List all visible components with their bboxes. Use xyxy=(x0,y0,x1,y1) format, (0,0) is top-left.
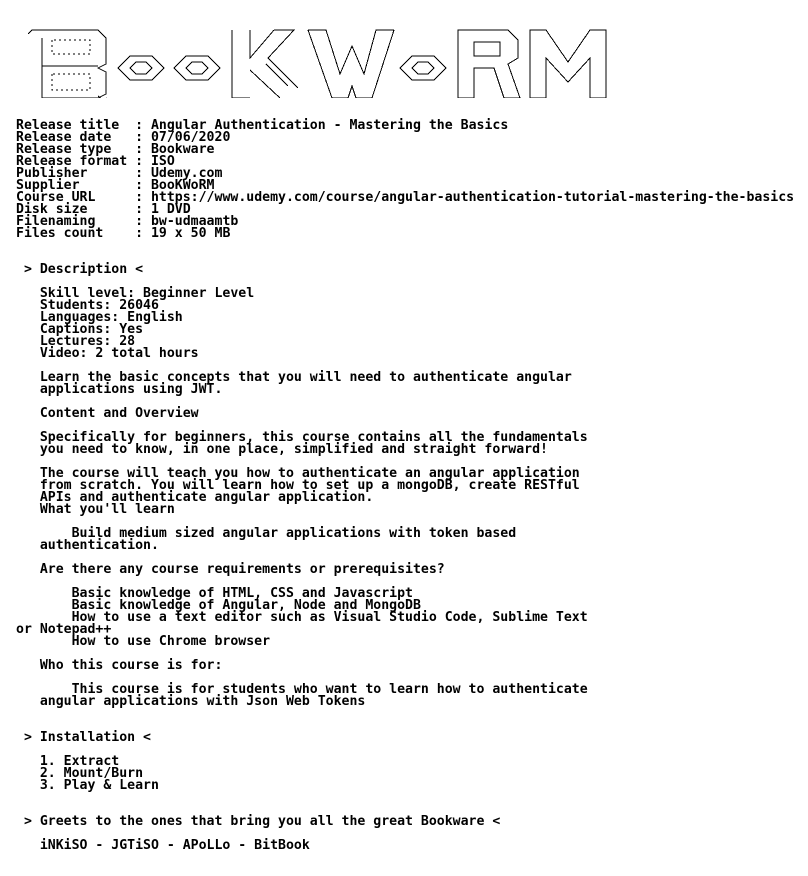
description-heading: > Description < xyxy=(16,262,144,277)
release-field-type: Release type : Bookware xyxy=(16,142,215,157)
release-field-filenaming: Filenaming : bw-udmaamtb xyxy=(16,214,239,229)
audience-item: This course is for students who want to learn how to authenticate xyxy=(16,682,588,697)
release-field-format: Release format : ISO xyxy=(16,154,175,169)
stat-skill-level: Skill level: Beginner Level xyxy=(16,286,255,301)
stat-languages: Languages: English xyxy=(16,310,183,325)
release-field-course-url: Course URL : https://www.udemy.com/course/angular-authentication-tutorial-mastering-the-basics xyxy=(16,190,795,205)
stat-students: Students: 26046 xyxy=(16,298,159,313)
install-step: 3. Play & Learn xyxy=(16,778,159,793)
audience-item: angular applications with Json Web Tokens xyxy=(16,694,366,709)
greets-heading: > Greets to the ones that bring you all the great Bookware < xyxy=(16,814,501,829)
requirement-item: How to use a text editor such as Visual Studio Code, Sublime Text xyxy=(16,610,588,625)
release-field-supplier: Supplier : BooKWoRM xyxy=(16,178,215,193)
install-step: 1. Extract xyxy=(16,754,120,769)
stat-video: Video: 2 total hours xyxy=(16,346,199,361)
bookworm-ascii-logo xyxy=(18,18,618,98)
intro-line: Learn the basic concepts that you will need to authenticate angular xyxy=(16,370,572,385)
release-field-date: Release date : 07/06/2020 xyxy=(16,130,231,145)
release-field-publisher: Publisher : Udemy.com xyxy=(16,166,223,181)
intro-line: applications using JWT. xyxy=(16,382,223,397)
what-youll-learn-heading: What you'll learn xyxy=(16,502,175,517)
release-field-files-count: Files count : 19 x 50 MB xyxy=(16,226,231,241)
stat-lectures: Lectures: 28 xyxy=(16,334,136,349)
audience-heading: Who this course is for: xyxy=(16,658,223,673)
release-field-disk-size: Disk size : 1 DVD xyxy=(16,202,191,217)
stat-captions: Captions: Yes xyxy=(16,322,144,337)
paragraph-line: from scratch. You will learn how to set up a mongoDB, create RESTful xyxy=(16,478,580,493)
requirement-item: or Notepad++ xyxy=(16,622,112,637)
requirement-item: Basic knowledge of Angular, Node and MongoDB xyxy=(16,598,421,613)
learn-item: Build medium sized angular applications with token based xyxy=(16,526,517,541)
nfo-text xyxy=(16,120,794,852)
greets-line: iNKiSO - JGTiSO - APoLLo - BitBook xyxy=(16,838,310,853)
learn-item: authentication. xyxy=(16,538,159,553)
requirements-heading: Are there any course requirements or prerequisites? xyxy=(16,562,445,577)
install-step: 2. Mount/Burn xyxy=(16,766,144,781)
paragraph-line: The course will teach you how to authenticate an angular application xyxy=(16,466,580,481)
requirement-item: How to use Chrome browser xyxy=(16,634,271,649)
installation-heading: > Installation < xyxy=(16,730,151,745)
release-field-title: Release title : Angular Authentication - Mastering the Basics xyxy=(16,118,509,133)
content-overview-heading: Content and Overview xyxy=(16,406,199,421)
requirement-item: Basic knowledge of HTML, CSS and Javascript xyxy=(16,586,413,601)
paragraph-line: APIs and authenticate angular application. xyxy=(16,490,374,505)
paragraph-line: you need to know, in one place, simplified and straight forward! xyxy=(16,442,548,457)
paragraph-line: Specifically for beginners, this course contains all the fundamentals xyxy=(16,430,588,445)
